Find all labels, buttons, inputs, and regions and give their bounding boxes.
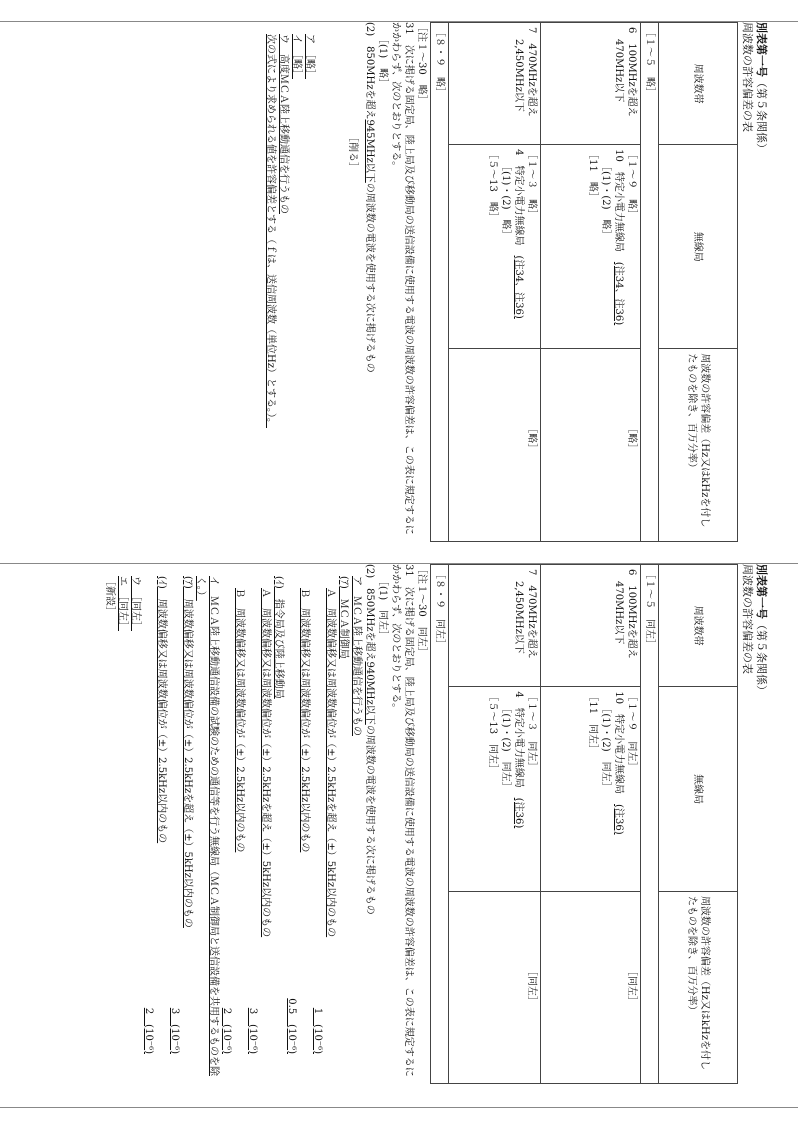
note-u-label: ウ	[278, 34, 289, 54]
note-31-1: ［(1) 略］	[377, 34, 388, 89]
row-7-tolerance	[449, 349, 541, 542]
current-table	[430, 22, 738, 542]
note-1-30: ［注１～30 同左］	[416, 564, 427, 657]
table-row	[449, 565, 541, 1084]
row-6-item-10-sub: ［(1)・(2) 略］	[600, 161, 611, 240]
row-7-item-1-3: ［１～３ 同左］	[526, 691, 537, 772]
row-6-freq-line2: 470MHz以下	[613, 581, 624, 645]
header-station: 無線局	[659, 145, 738, 349]
table-row	[659, 565, 738, 1084]
table-row	[431, 565, 449, 1084]
note-31-2	[363, 564, 376, 1084]
amended-table	[430, 564, 738, 1084]
table-row	[641, 565, 659, 1084]
amended-title: 別表第一号	[755, 564, 768, 619]
row-6-station	[541, 145, 641, 349]
row-6-frequency	[541, 23, 641, 145]
current-pane	[0, 22, 798, 562]
amended-subtitle: 周波数の許容偏差の表	[741, 564, 754, 674]
row-7-tol-text: ［同左］	[526, 965, 537, 1006]
header-tolerance: 周波数の許容偏差（Hz又はkHzを付したものを除き、百万分率）	[659, 349, 738, 542]
row-1-5: ［１～５ 同左］	[641, 565, 659, 1084]
row-6-freq-line2: 470MHz以下	[613, 39, 624, 103]
amended-pane	[0, 564, 798, 1114]
current-content	[264, 22, 768, 542]
row-7-item-4-note: (注36)	[513, 797, 524, 829]
row-7-station	[449, 145, 541, 349]
header-station: 無線局	[659, 687, 738, 892]
amended-heading	[754, 564, 768, 1084]
row-7-item-4	[512, 149, 525, 344]
note-a-1: (ｱ) ＭＣＡ制御局	[338, 576, 349, 659]
row-6-item-11: ［11 同左］	[587, 691, 598, 755]
note-i-2: (ｲ) 周波数偏移又は周波数偏位が（±）2.5kHz以内のもの	[156, 576, 167, 844]
note-31-2-b: 945MHz以下	[364, 119, 375, 183]
row-6-tolerance	[541, 349, 641, 542]
row-6-station	[541, 687, 641, 892]
row-7-tolerance	[449, 891, 541, 1083]
amended-content	[103, 564, 768, 1084]
note-31-1: ［(1) 同左］	[377, 576, 388, 641]
row-6-tol-text: ［同左］	[626, 965, 637, 1006]
row-6-item-10-note: (注34、注36)	[613, 261, 624, 326]
note-a-2-B: Ｂ 周波数偏移又は周波数偏位が（±）2.5kHz以内のもの	[234, 588, 245, 853]
note-31-2-a: (2) 850MHzを超え	[364, 564, 375, 662]
row-6-item-10	[612, 691, 625, 887]
row-6-item-1-9: ［１～９ 同左］	[626, 691, 637, 772]
amended-title-paren: （第５条関係）	[755, 619, 768, 696]
table-row	[641, 23, 659, 542]
header-frequency: 周波数帯	[659, 23, 738, 145]
table-row	[659, 23, 738, 542]
row-6-item-10-sub: ［(1)・(2) 同左］	[600, 703, 611, 792]
note-a: ア ［略］	[304, 34, 315, 79]
row-6-freq-line1: 6 100MHzを超え	[626, 27, 637, 117]
row-6-frequency	[541, 565, 641, 687]
row-6-item-1-9: ［１～９ 略］	[626, 149, 637, 220]
note-i-1: (ｱ) 周波数偏移又は周波数偏位が（±）2.5kHzを超え（±）5kHz以内のもの	[182, 576, 193, 928]
current-subtitle: 周波数の許容偏差の表	[741, 22, 754, 132]
note-31: 31 次に掲げる固定局、陸上局及び移動局の送信設備に使用する電波の周波数の許容偏差は、この表に規定するにかかわらず、次のとおりとする。	[390, 22, 414, 535]
note-31-2-c: の周波数の電波を使用する次に掲げるもの	[364, 182, 375, 373]
row-7-item-4-sub: ［(1)・(2) 略］	[500, 161, 511, 240]
note-31-2	[363, 22, 376, 542]
note-i: イ ＭＣＡ陸上移動通信設備の試験のための通信等を行う無線局（ＭＣＡ制御局と送信設備を共用するものを除く。）	[195, 576, 219, 1076]
row-7-item-4	[512, 691, 525, 887]
note-31-2-c: の周波数の電波を使用する次に掲げるもの	[364, 724, 375, 915]
row-7-freq-line2: 2,450MHz以下	[513, 39, 524, 112]
row-7-frequency	[449, 23, 541, 145]
header-tolerance: 周波数の許容偏差（Hz又はkHzを付したものを除き、百万分率）	[659, 891, 738, 1083]
row-7-item-5-13: ［５～13 略］	[487, 149, 498, 222]
row-6-item-11: ［11 略］	[587, 149, 598, 202]
note-1-30: ［注１～30 略］	[416, 22, 427, 105]
row-7-freq-line2: 2,450MHz以下	[513, 581, 524, 654]
note-31-2-b: 940MHz以下	[364, 661, 375, 725]
row-7-freq-line1: 7 470MHzを超え	[526, 27, 537, 117]
row-6-freq-line1: 6 100MHzを超え	[626, 569, 637, 659]
row-7-frequency	[449, 565, 541, 687]
note-a-1-A: Ａ 周波数偏移又は周波数偏位が（±）2.5kHzを超え（±）5kHz以内のもの	[325, 588, 336, 938]
row-7-item-4-text: 4 特定小電力無線局	[513, 149, 524, 256]
table-row	[541, 23, 641, 542]
current-title-paren: （第５条関係）	[755, 77, 768, 154]
table-row	[541, 565, 641, 1084]
row-6-tolerance	[541, 891, 641, 1083]
row-6-item-10-text: 10 特定小電力無線局	[613, 691, 624, 805]
amended-notes	[103, 564, 428, 1084]
note-new: ［新設］	[104, 576, 115, 616]
note-u: ウ ［同左］	[130, 576, 141, 631]
row-6-tol-text: ［略］	[626, 423, 637, 454]
row-7-tol-text: ［略］	[526, 423, 537, 454]
row-7-freq-line1: 7 470MHzを超え	[526, 569, 537, 659]
note-u-formula: 次の式により求められる値を許容偏差とする（ｆは、送信周波数（単位Hz）とする。）。	[265, 34, 276, 428]
note-a-1-B-value: 0.5 (10⁻⁶)	[286, 998, 297, 1054]
note-u	[277, 22, 290, 542]
note-u-text: 高度ＭＣＡ陸上移動通信を行うもの	[278, 54, 289, 214]
note-31-2-a: (2) 850MHzを超え	[364, 22, 375, 120]
row-7-item-4-sub: ［(1)・(2) 同左］	[500, 703, 511, 792]
note-e: エ ［同左］	[117, 576, 128, 631]
note-i-1-value: 3 (10⁻⁶)	[169, 1007, 180, 1054]
row-7-item-4-text: 4 特定小電力無線局	[513, 691, 524, 798]
note-a-1-A-value: 1 (10⁻⁶)	[312, 1007, 323, 1054]
current-title: 別表第一号	[755, 22, 768, 77]
row-6-item-10-text: 10 特定小電力無線局	[613, 149, 624, 262]
row-6-item-10	[612, 149, 625, 344]
row-7-item-1-3: ［１～３ 略］	[526, 149, 537, 220]
note-a-2: (ｲ) 指令局及び陸上移動局	[273, 576, 284, 699]
row-7-item-5-13: ［５～13 同左］	[487, 691, 498, 775]
note-a-2-A: Ａ 周波数偏移又は周波数偏位が（±）2.5kHzを超え（±）5kHz以内のもの	[260, 588, 271, 938]
note-a: ア ＭＣＡ陸上移動通信を行うもの	[351, 576, 362, 736]
row-8-9: ［８・９ 略］	[431, 23, 449, 542]
header-frequency: 周波数帯	[659, 565, 738, 687]
note-i: イ ［略］	[291, 34, 302, 79]
row-7-item-4-note: (注34、注36)	[513, 255, 524, 319]
note-deleted: ［削る］	[347, 132, 358, 172]
note-i-2-value: 2 (10⁻⁶)	[143, 1007, 154, 1054]
table-row	[431, 23, 449, 542]
current-heading	[754, 22, 768, 542]
note-a-2-B-value: 2 (10⁻⁶)	[221, 1007, 232, 1054]
current-notes	[264, 22, 428, 542]
note-31: 31 次に掲げる固定局、陸上局及び移動局の送信設備に使用する電波の周波数の許容偏差は、この表に規定するにかかわらず、次のとおりとする。	[390, 564, 414, 1077]
row-8-9: ［８・９ 同左］	[431, 565, 449, 1084]
row-6-item-10-note: (注36)	[613, 804, 624, 835]
note-a-1-B: Ｂ 周波数偏移又は周波数偏位が（±）2.5kHz以内のもの	[299, 588, 310, 853]
note-a-2-A-value: 3 (10⁻⁶)	[247, 1007, 258, 1054]
row-7-station	[449, 687, 541, 892]
table-row	[449, 23, 541, 542]
row-1-5: ［１～５ 略］	[641, 23, 659, 542]
